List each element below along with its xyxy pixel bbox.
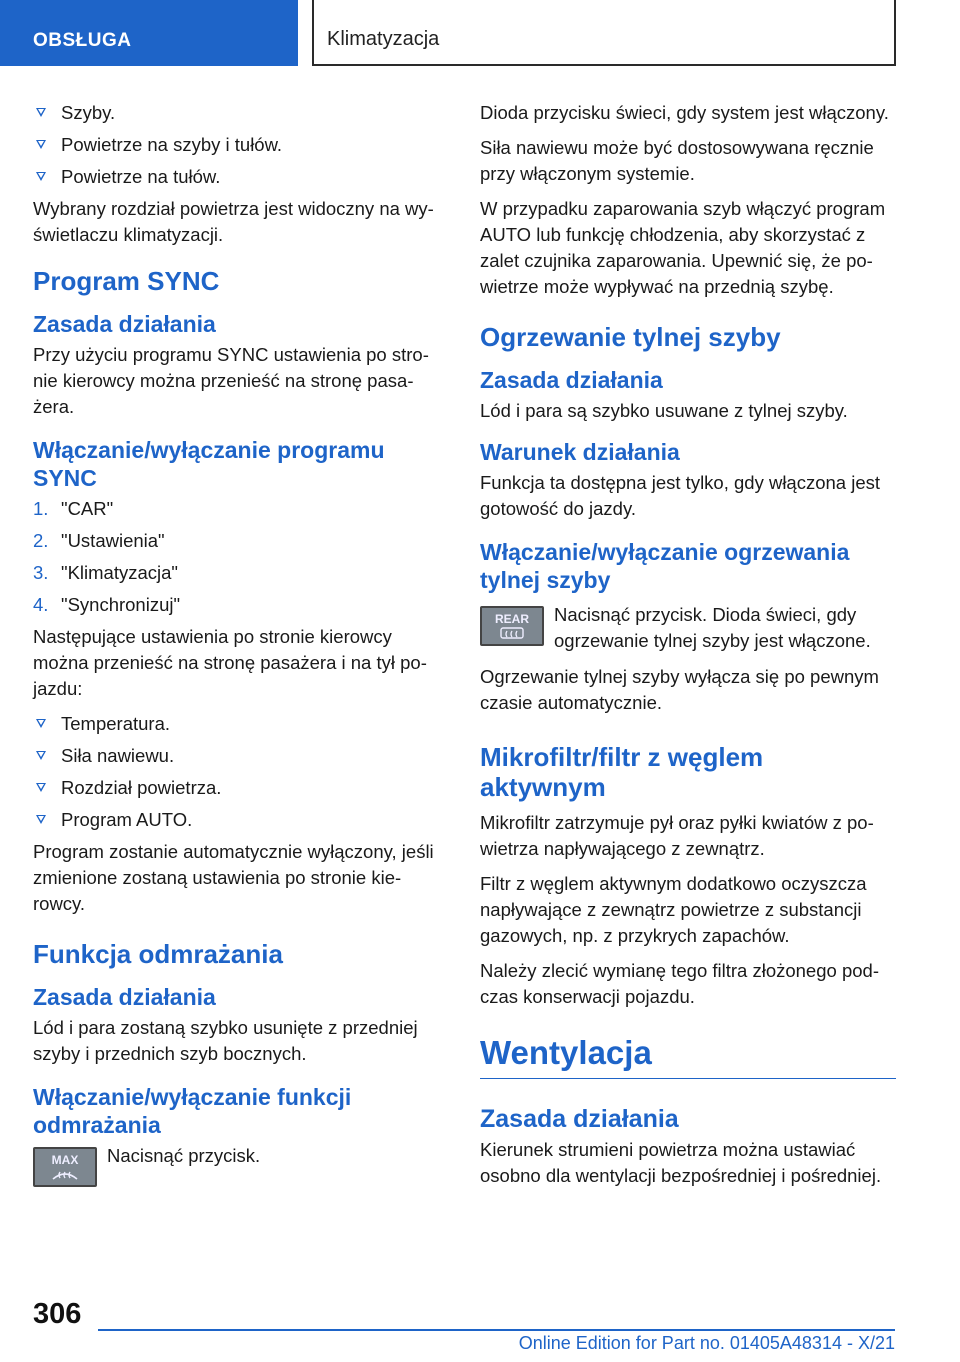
list-item: Program AUTO. [33,807,447,833]
heading-microfilter: Mikrofiltr/filtr z węglem aktywnym [480,742,764,802]
paragraph: Funkcja ta dostępna jest tylko, gdy włączona jest gotowość do jazdy. [480,472,881,519]
header-section-tab: OBSŁUGA [0,0,298,66]
max-defrost-row [33,1143,447,1187]
paragraph: Dioda przycisku świeci, gdy system jest włączony. [480,102,889,123]
heading-principle: Zasada działania [33,311,216,337]
triangle-bullet-icon [36,719,46,728]
triangle-bullet-icon [36,172,46,181]
steps-list [33,496,447,618]
defrost-waves-icon [50,1167,80,1181]
triangle-bullet-icon [36,751,46,760]
list-item: Szyby. [33,100,447,126]
triangle-bullet-icon [36,815,46,824]
header-chapter-title: Klimatyzacja [312,0,896,66]
heading-ventilation: Wentylacja [480,1032,896,1079]
list-item: Siła nawiewu. [33,743,447,769]
list-item: Rozdział powietrza. [33,775,447,801]
paragraph: Należy zlecić wymianę tego filtra złożonego podczas konserwacji pojazdu. [480,960,879,1007]
heading-defrost-toggle: Włączanie/wyłączanie funkcji odmrażania [33,1084,352,1138]
paragraph: Lód i para są szybko usuwane z tylnej szyby. [480,400,848,421]
page-number: 306 [33,1298,82,1330]
rear-defrost-icon [497,626,527,640]
heading-principle: Zasada działania [480,1105,679,1133]
list-item: 3. "Klimatyzacja" [33,562,178,583]
heading-rear-window-heating: Ogrzewanie tylnej szyby [480,322,781,352]
heading-program-sync: Program SYNC [33,266,220,296]
bullet-list-settings [33,711,447,833]
paragraph: Mikrofiltr zatrzymuje pył oraz pyłki kwiatów z powietrza napływającego z zewnątrz. [480,812,874,859]
paragraph: Ogrzewanie tylnej szyby wyłącza się po pewnym czasie automatycznie. [480,666,879,713]
paragraph: Siła nawiewu może być dostosowywana ręcznie przy włączonym systemie. [480,137,874,184]
list-item: 1. "CAR" [33,498,114,519]
paragraph: Nacisnąć przycisk. Dioda świeci, gdy ogrzewanie tylnej szyby jest włączone. [554,604,871,651]
heading-rear-heating-toggle: Włączanie/wyłączanie ogrzewania tylnej szyby [480,539,850,593]
triangle-bullet-icon [36,140,46,149]
paragraph: Wybrany rozdział powietrza jest widoczny na wyświetlaczu klimatyzacji. [33,198,434,245]
paragraph: Następujące ustawienia po stronie kierowcy można przenieść na stronę pasażera i na tył pojazdu: [33,626,427,699]
list-item: Powietrze na tułów. [33,164,447,190]
paragraph: Przy użyciu programu SYNC ustawienia po stronie kierowcy można przenieść na stronę pasażera. [33,344,429,417]
paragraph: Kierunek strumieni powietrza można ustawiać osobno dla wentylacji bezpośredniej i pośredniej. [480,1139,882,1186]
max-defrost-button-icon: MAX [33,1147,97,1187]
list-item: 2. "Ustawienia" [33,530,165,551]
triangle-bullet-icon [36,783,46,792]
triangle-bullet-icon [36,108,46,117]
paragraph: Filtr z węglem aktywnym dodatkowo oczyszcza napływające z zewnątrz powietrze z substancji gazowych, np. z przykrych zapachów. [480,873,867,946]
heading-principle: Zasada działania [480,367,663,393]
list-item: Temperatura. [33,711,447,737]
heading-condition: Warunek działania [480,439,680,465]
left-column [33,100,447,1197]
list-item: 4. "Synchronizuj" [33,594,181,615]
list-item: Powietrze na szyby i tułów. [33,132,447,158]
heading-sync-toggle: Włączanie/wyłączanie programu SYNC [33,437,385,491]
bullet-list-airflow [33,100,447,190]
footer-divider [98,1329,895,1331]
paragraph: Nacisnąć przycisk. [107,1145,261,1166]
rear-window-heating-button-icon: REAR [480,606,544,646]
right-column [480,100,896,1198]
footer-edition-text: Online Edition for Part no. 01405A48314 - X/21 [518,1333,895,1353]
rear-heating-row [480,602,896,654]
paragraph: Program zostanie automatycznie wyłączony, jeśli zmienione zostaną ustawienia po stronie kierowcy. [33,841,434,914]
paragraph: Lód i para zostaną szybko usunięte z przedniej szyby i przednich szyb bocznych. [33,1017,418,1064]
heading-defrost: Funkcja odmrażania [33,939,283,969]
paragraph: W przypadku zaparowania szyb włączyć program AUTO lub funkcję chłodzenia, aby skorzystać z zalet czujnika zaparowania. Upewnić się, że powietrze może wypływać na przednią szybę. [480,198,886,297]
heading-principle: Zasada działania [33,984,216,1010]
